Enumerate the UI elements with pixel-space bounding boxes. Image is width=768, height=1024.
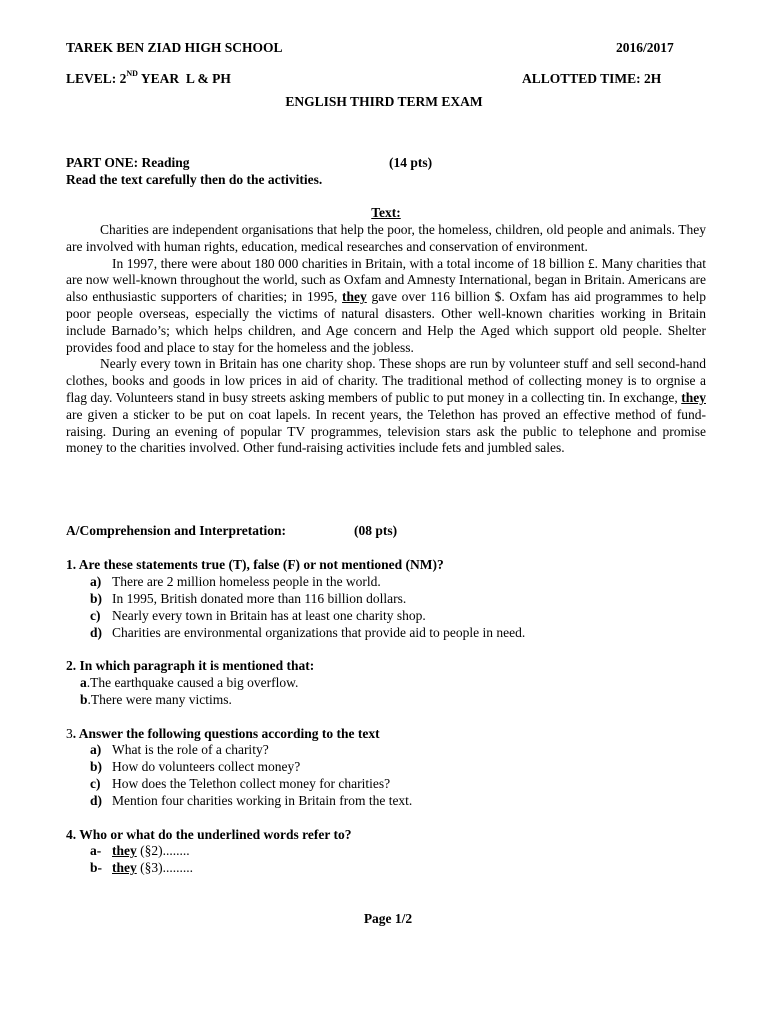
underlined-they-p3: they	[681, 389, 706, 405]
school-year: 2016/2017	[616, 40, 674, 55]
q3-item-label: b)	[90, 759, 103, 774]
level-suffix: YEAR L & PH	[137, 71, 231, 86]
q3-item-text: How do volunteers collect money?	[112, 759, 301, 774]
q4-item-text: (§3).........	[136, 860, 193, 875]
paragraph-1: Charities are independent organisations that help the poor, the homeless, children, old people and animals. They are involved with human rights, education, medical researches and conservation of environment.	[66, 222, 706, 254]
q1-item-text: There are 2 million homeless people in the world.	[112, 574, 381, 589]
level-superscript: ND	[126, 69, 138, 78]
q4-item-b	[90, 860, 193, 876]
q4-item-text: (§2)........	[136, 843, 190, 858]
text-heading: Text:	[371, 205, 401, 220]
part-one-instruction: Read the text carefully then do the activities.	[66, 172, 323, 187]
q4-item-label: a-	[90, 843, 102, 858]
q2-item-text: .The earthquake caused a big overflow.	[86, 675, 299, 690]
question-3-number: 3	[66, 726, 73, 741]
q3-item-d	[90, 793, 412, 809]
school-name: TAREK BEN ZIAD HIGH SCHOOL	[66, 40, 283, 55]
level-line	[66, 71, 231, 87]
q2-item-label: a	[80, 675, 87, 690]
q1-item-text: Charities are environmental organizations that provide aid to people in need.	[112, 625, 526, 640]
q3-item-text: What is the role of a charity?	[112, 742, 269, 757]
q4-item-label: b-	[90, 860, 103, 875]
underlined-they-p2: they	[342, 289, 367, 305]
exam-title: ENGLISH THIRD TERM EXAM	[285, 94, 483, 109]
q2-item-a	[80, 675, 298, 691]
allotted-time: ALLOTTED TIME: 2H	[522, 71, 662, 86]
q1-item-a	[90, 574, 381, 590]
paragraph-2	[66, 256, 706, 357]
q1-item-text: Nearly every town in Britain has at least one charity shop.	[112, 608, 426, 623]
level-prefix: LEVEL: 2	[66, 71, 127, 86]
q3-item-b	[90, 759, 300, 775]
question-2: 2. In which paragraph it is mentioned that:	[66, 658, 315, 673]
q1-item-label: c)	[90, 608, 101, 623]
paragraph-3-part-a: Nearly every town in Britain has one charity shop. These shops are run by volunteer stuff and sell second-hand clothes, books and goods in low prices in aid of charity. The traditional method of collecting money is to orgnise a flag day. Volunteers stand in busy streets asking members of public to put money in a collecting tin. In exchange,	[66, 356, 706, 405]
q3-item-text: Mention four charities working in Britain from the text.	[112, 793, 413, 808]
q3-item-text: How does the Telethon collect money for charities?	[112, 776, 391, 791]
section-a-points: (08 pts)	[354, 523, 398, 538]
section-a-title: A/Comprehension and Interpretation:	[66, 523, 287, 538]
q3-item-label: a)	[90, 742, 102, 757]
part-one-points: (14 pts)	[389, 155, 433, 170]
q3-item-label: d)	[90, 793, 103, 808]
q1-item-text: In 1995, British donated more than 116 billion dollars.	[112, 591, 407, 606]
q3-item-a	[90, 742, 269, 758]
q4-underlined-word: they	[112, 860, 137, 875]
question-4: 4. Who or what do the underlined words refer to?	[66, 827, 352, 842]
question-1: 1. Are these statements true (T), false (F) or not mentioned (NM)?	[66, 557, 444, 572]
q2-item-text: .There were many victims.	[87, 692, 232, 707]
q1-item-d	[90, 625, 525, 641]
q4-underlined-word: they	[112, 843, 137, 858]
q3-item-c	[90, 776, 390, 792]
paragraph-3-part-b: are given a sticker to be put on coat lapels. In recent years, the Telethon has proved an effective method of fund-raising. During an evening of popular TV programmes, television stars ask the public to telephone and promise money to the charities involved. Other fund-raising activities include fets and jumbled sales.	[66, 406, 706, 456]
question-3	[66, 726, 380, 742]
q4-item-a	[90, 843, 190, 859]
paragraph-2-part-b: gave over 116 billion $. Oxfam has aid programmes to help poor people overseas, especially the victims of natural disasters. Other well-known charities working in Britain include Barnado’s; which helps children, and Age concern and Help the Aged which support old people. Shelter provides food and place to stay for the homeless and the jobless.	[66, 289, 706, 355]
page-number: Page 1/2	[363, 911, 413, 926]
q1-item-c	[90, 608, 426, 624]
reading-text	[66, 222, 706, 457]
q2-item-label: b	[80, 692, 88, 707]
part-one-title: PART ONE: Reading	[66, 155, 190, 170]
q1-item-label: a)	[90, 574, 102, 589]
q3-item-label: c)	[90, 776, 101, 791]
paragraph-3	[66, 356, 706, 457]
question-3-text: . Answer the following questions according to the text	[72, 726, 380, 741]
paragraph-2-part-a: In 1997, there were about 180 000 charities in Britain, with a total income of 18 billion £. Many charities that are now well-known throughout the world, such as Oxfam and Amnesty International, began in Britain. Americans are also enthusiastic supporters of charities; in 1995,	[66, 255, 706, 305]
q1-item-label: d)	[90, 625, 103, 640]
q2-item-b	[80, 692, 232, 708]
q1-item-label: b)	[90, 591, 103, 606]
q1-item-b	[90, 591, 406, 607]
